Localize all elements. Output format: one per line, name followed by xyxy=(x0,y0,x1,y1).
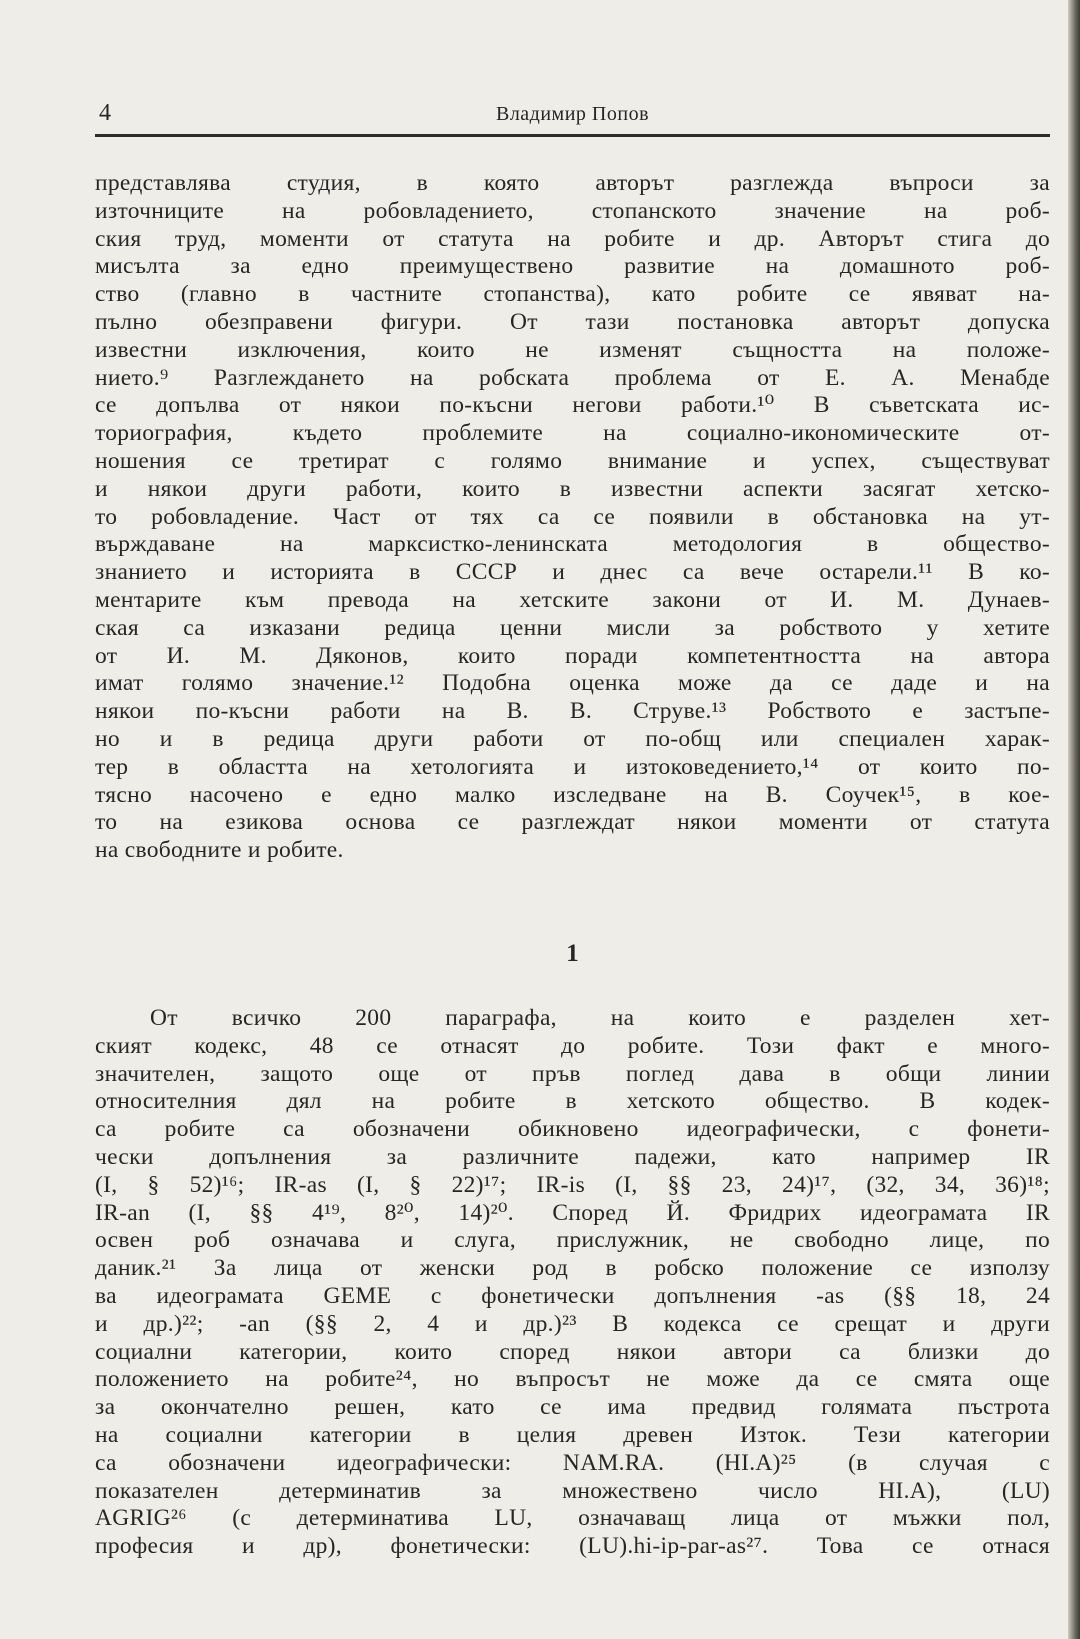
page-edge xyxy=(1068,0,1080,1639)
text-line: относителния дял на робите в хетското общество. В кодек- xyxy=(95,1088,1050,1115)
text-line: AGRIG²⁶ (с детерминатива LU, означаващ лица от мъжки пол, xyxy=(95,1505,1050,1532)
text-line: са обозначени идеографически: NAM.RA. (HI.A)²⁵ (в случая с xyxy=(95,1449,1050,1476)
text-line: върждаване на марксистко-ленинската методология в обществo- xyxy=(95,531,1050,558)
text-line: то робовладение. Част от тях са се появили в обстановка на ут- xyxy=(95,503,1050,530)
text-line: тясно насочено е едно малко изследване на В. Соучек¹⁵, в кое- xyxy=(95,781,1050,808)
text-line: са робите са обозначени обикновено идеографически, с фонети- xyxy=(95,1116,1050,1143)
text-line: (I, § 52)¹⁶; IR-as (I, § 22)¹⁷; IR-is (I, §§ 23, 24)¹⁷, (32, 34, 36)¹⁸; xyxy=(95,1171,1050,1198)
text-line: ският кодекс, 48 се отнасят до робите. Този факт е много- xyxy=(95,1032,1050,1059)
text-line: на свободните и робите. xyxy=(95,837,344,864)
text-line: професия и др), фонетически: (LU).hi-ip-par-as²⁷. Това се отнася xyxy=(95,1533,1050,1560)
paragraph-2 xyxy=(95,1005,1050,1561)
text-line: ская са изказани редица ценни мисли за робството у хетите xyxy=(95,614,1050,641)
text-line: известни изключения, които не изменят същността на положе- xyxy=(95,336,1050,363)
running-head: Владимир Попов xyxy=(495,103,650,125)
text-line: показателен детерминатив за множествено число HI.A), (LU) xyxy=(95,1477,1050,1504)
text-line: значителен, защото още от пръв поглед дава в общи линии xyxy=(95,1060,1050,1087)
text-line: даник.²¹ За лица от женски род в робско положение се използу xyxy=(95,1255,1050,1282)
text-line: и др.)²²; -an (§§ 2, 4 и др.)²³ В кодекса се срещат и други xyxy=(95,1310,1050,1337)
text-line: пълно обезправени фигури. От тази постановка авторът допуска xyxy=(95,308,1050,335)
text-line: но и в редица други работи от по-общ или специален харак- xyxy=(95,725,1050,752)
text-line: ския труд, моменти от статута на робите и др. Авторът стига до xyxy=(95,225,1050,252)
paragraph-1 xyxy=(95,170,1050,865)
text-line: От всичко 200 параграфа, на които е разделен хет- xyxy=(150,1005,1050,1031)
text-line: на социални категории в целия древен Изток. Тези категории xyxy=(95,1421,1050,1448)
text-line: ториография, където проблемите на социално-икономическите от- xyxy=(95,420,1050,447)
text-line: освен роб означава и слуга, прислужник, не свободно лице, по xyxy=(95,1227,1050,1254)
text-line: имат голямо значение.¹² Подобна оценка може да се даде и на xyxy=(95,670,1050,697)
text-line: ношения се третират с голямо внимание и успех, съществуват xyxy=(95,447,1050,474)
text-line: ментарите към превода на хетските закони от И. М. Дунаев- xyxy=(95,586,1050,613)
page-number: 4 xyxy=(99,100,111,126)
page-header xyxy=(95,100,1050,136)
text-line: се допълва от някои по-късни негови работи.¹⁰ В съветската ис- xyxy=(95,392,1050,419)
text-line: социални категории, които според някои автори са близки до xyxy=(95,1338,1050,1365)
text-line: ство (главно в частните стопанства), като робите се явяват на- xyxy=(95,281,1050,308)
text-line: чески допълнения за различните падежи, като например IR xyxy=(95,1143,1050,1170)
text-line: за окончателно решен, като се има предвид голямата пъстрота xyxy=(95,1394,1050,1421)
text-line: и някои други работи, които в известни аспекти засягат хетско- xyxy=(95,475,1050,502)
text-line: представлява студия, в която авторът разглежда въпроси за xyxy=(95,170,1050,196)
text-line: тер в областта на хетологията и изтоковедението,¹⁴ от които по- xyxy=(95,753,1050,780)
text-line: мисълта за едно преимуществено развитие на домашното роб- xyxy=(95,253,1050,280)
text-line: източниците на робовладението, стопанското значение на роб- xyxy=(95,197,1050,224)
text-line: знанието и историята в СССР и днес са вече остарели.¹¹ В ко- xyxy=(95,559,1050,586)
text-line: IR-an (I, §§ 4¹⁹, 8²⁰, 14)²⁰. Според Й. Фридрих идеограмата IR xyxy=(95,1199,1050,1226)
text-line: някои по-късни работи на В. В. Струве.¹³ Робството е застъпе- xyxy=(95,698,1050,725)
section-number: 1 xyxy=(566,940,579,967)
text-line: от И. М. Дяконов, които поради компетентността на автора xyxy=(95,642,1050,669)
text-line: положението на робите²⁴, но въпросът не може да се смята още xyxy=(95,1366,1050,1393)
text-line: нието.⁹ Разглеждането на робската проблема от Е. А. Менабде xyxy=(95,364,1050,391)
header-rule xyxy=(95,134,1050,137)
text-line: ва идеограмата GEME с фонетически допълнения -as (§§ 18, 24 xyxy=(95,1282,1050,1309)
text-line: то на езикова основа се разглеждат някои моменти от статута xyxy=(95,809,1050,836)
